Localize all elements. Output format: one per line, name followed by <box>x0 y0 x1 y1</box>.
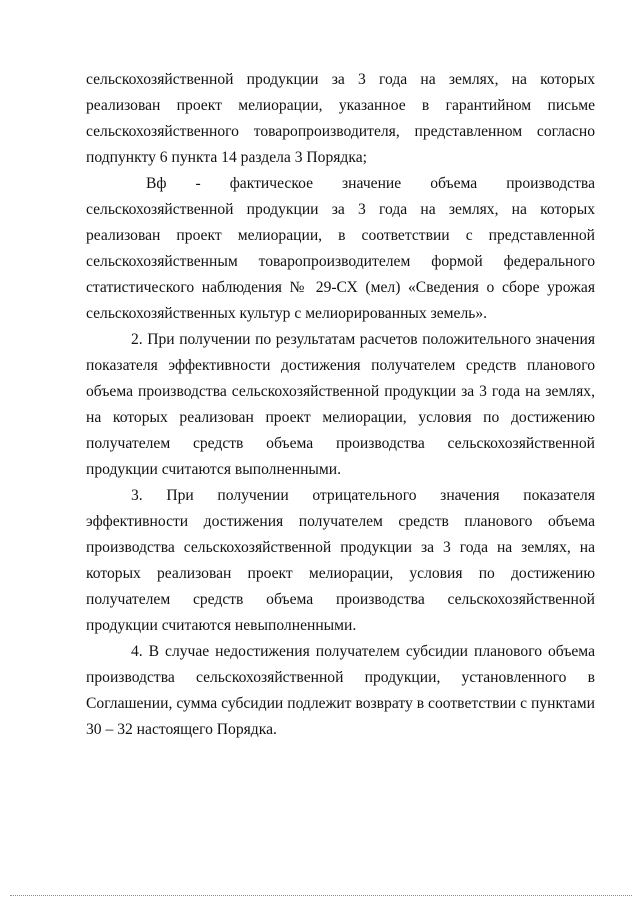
paragraph-continuation: сельскохозяйственной продукции за 3 года на землях, на которых реализован проект мелиорации, указанное в гарантийном письме сельскохозяйственного товаропроизводителя, представленном согласно подпункту 6 пункта 14 раздела 3 Порядка; <box>86 71 595 166</box>
paragraph-point-3: 3. При получении отрицательного значения показателя эффективности достижения получателем средств планового объема производства сельскохозяйственной продукции за 3 года на землях, на которых реализован проект мелиорации, условия по достижению получателем средств объема производства сельскохозяйственной продукции считаются невыполненными. <box>86 487 595 634</box>
page-bottom-border <box>10 895 632 896</box>
paragraph-point-2: 2. При получении по результатам расчетов положительного значения показателя эффективности достижения получателем средств планового объема производства сельскохозяйственной продукции за 3 года на землях, на которых реализован проект мелиорации, условия по достижению получателем средств объема производства сельскохозяйственной продукции считаются выполненными. <box>86 331 595 478</box>
paragraph-actual-value-definition: Вф - фактическое значение объема производства сельскохозяйственной продукции за 3 года на землях, на которых реализован проект мелиорации, в соответствии с представленной сельскохозяйственным товаропроизводителем формой федерального статистического наблюдения № 29-СХ (мел) «Сведения о сборе урожая сельскохозяйственных культур с мелиорированных земель». <box>86 175 595 322</box>
paragraph-point-4: 4. В случае недостижения получателем субсидии планового объема производства сельскохозяйственной продукции, установленного в Соглашении, сумма субсидии подлежит возврату в соответствии с пунктами 30 – 32 настоящего Порядка. <box>86 643 595 738</box>
